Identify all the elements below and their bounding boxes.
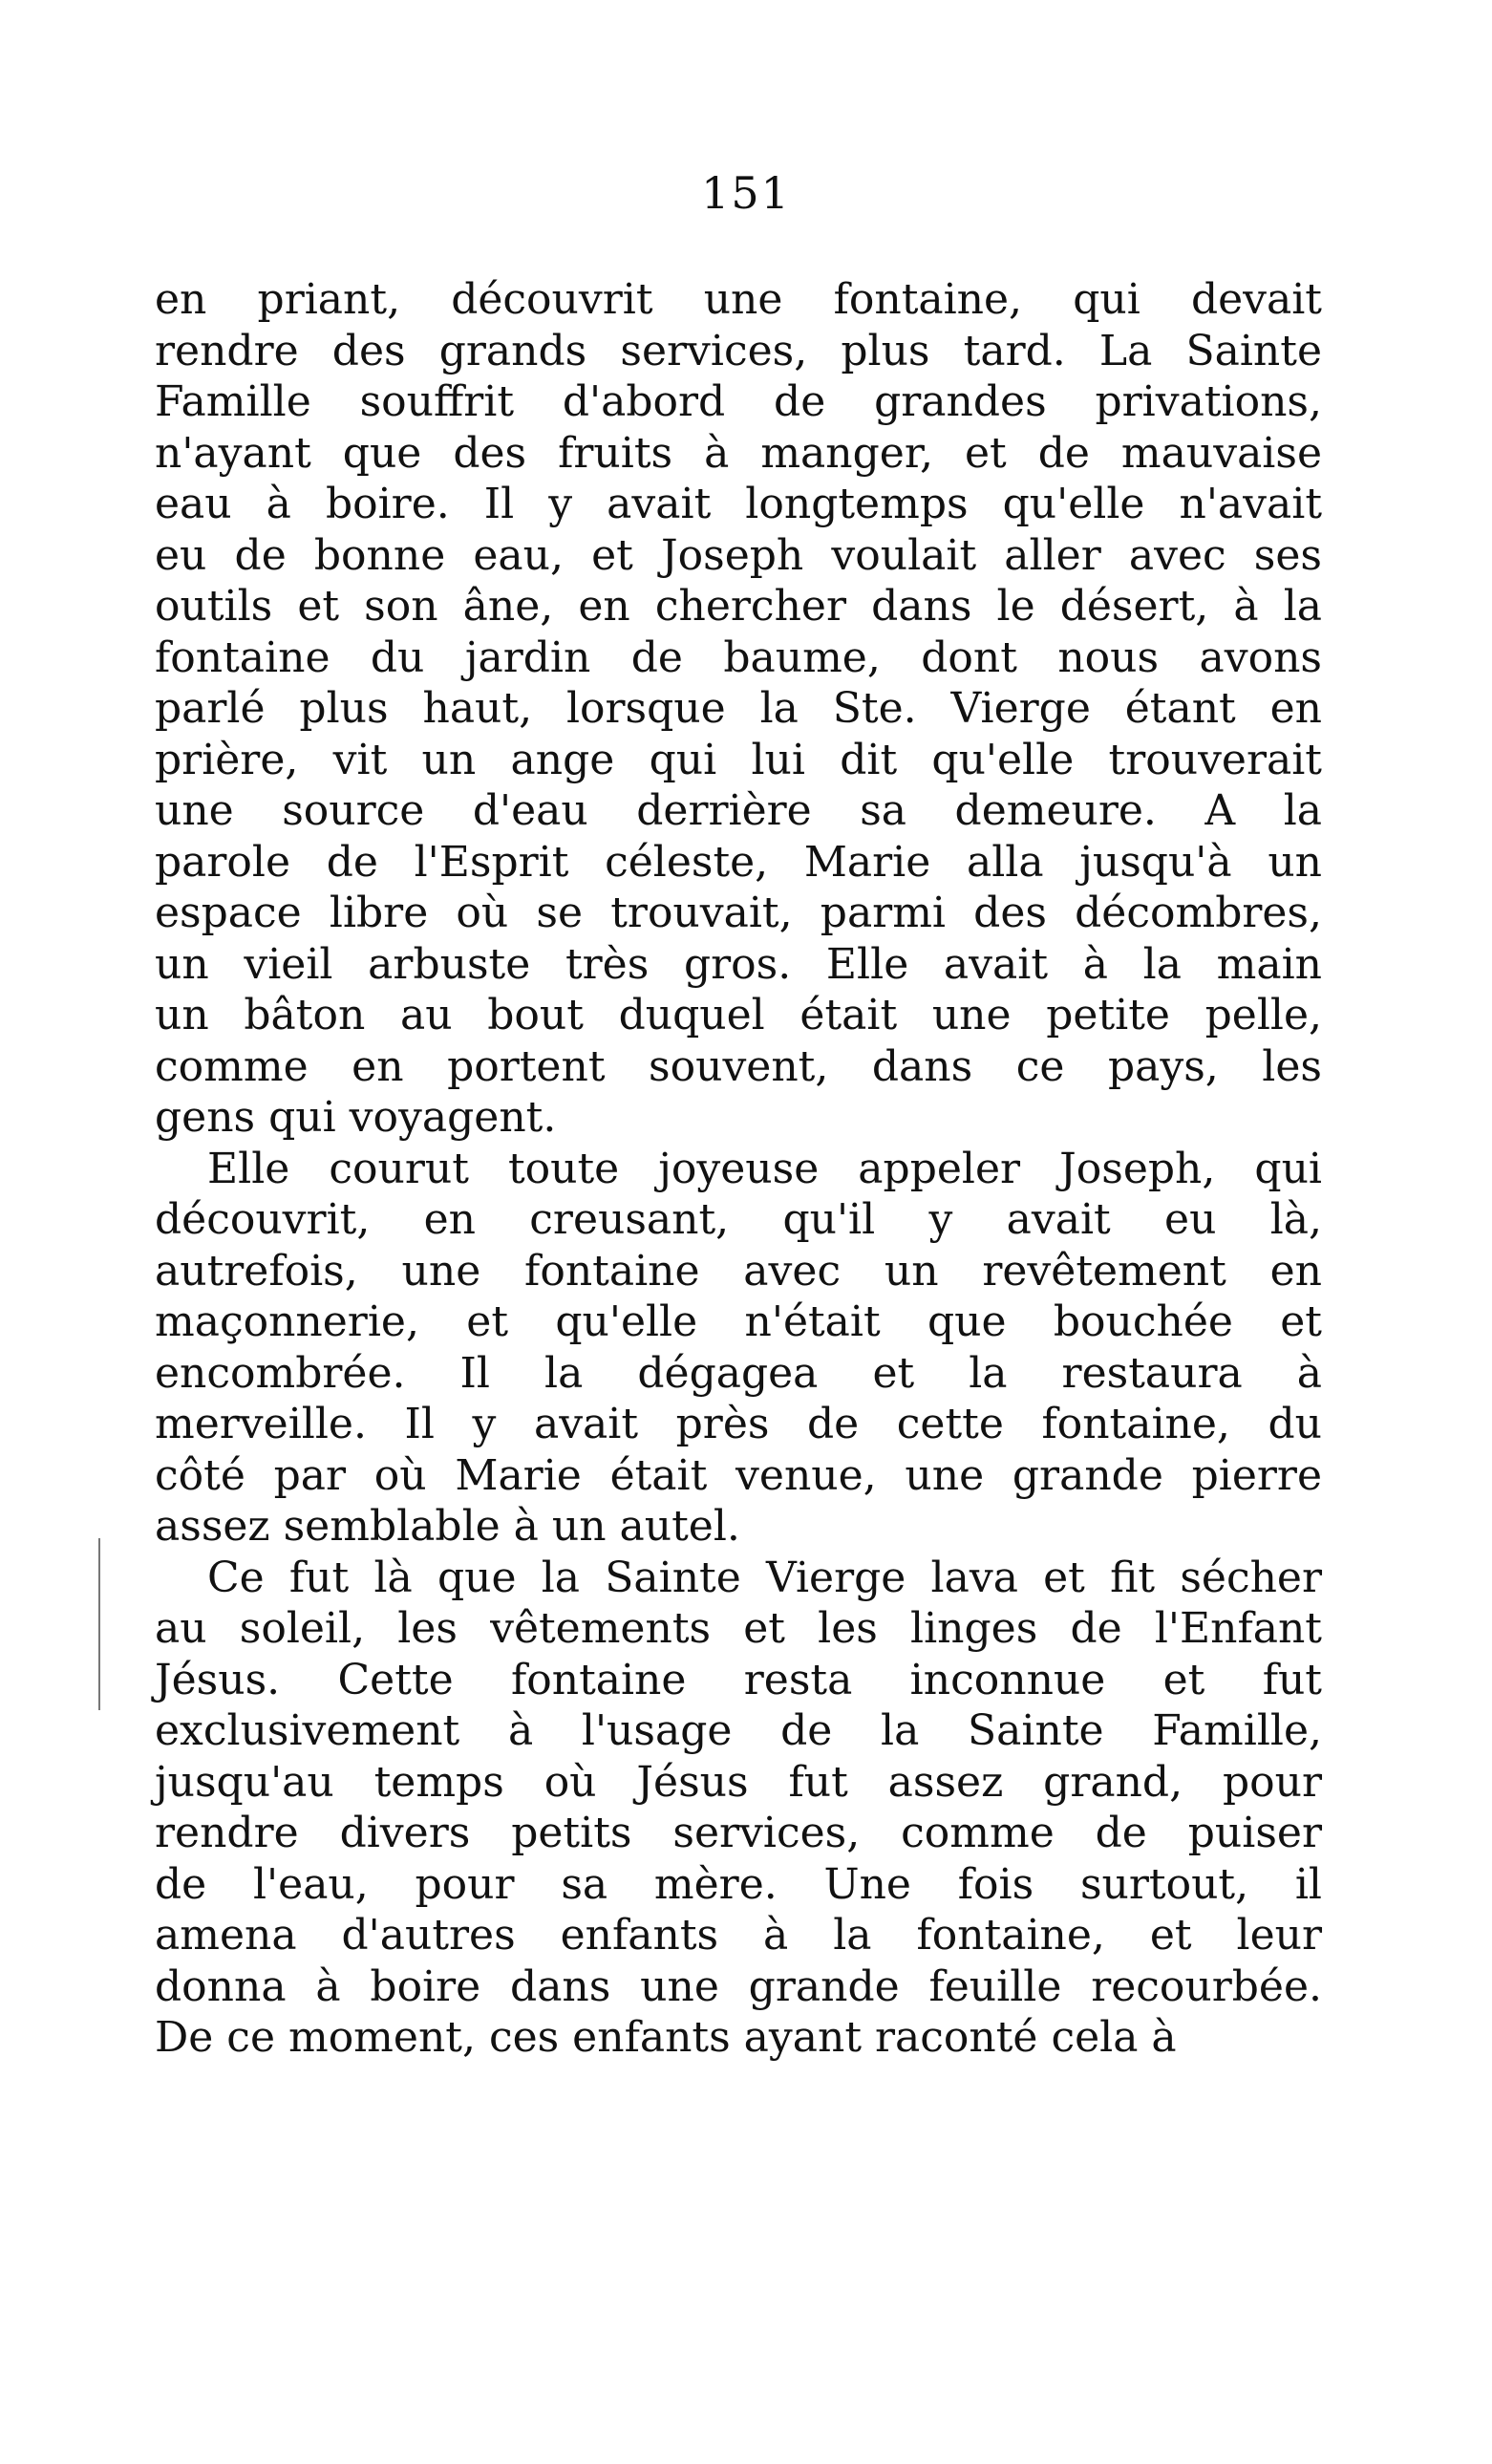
text-line: autrefois, une fontaine avec un revêtement en: [155, 1246, 1322, 1296]
text-line: jusqu'au temps où Jésus fut assez grand, pour: [155, 1757, 1322, 1807]
text-line: Elle courut toute joyeuse appeler Joseph, qui: [207, 1144, 1322, 1193]
paragraph: [155, 1144, 1322, 1553]
text-line: un vieil arbuste très gros. Elle avait à la main: [155, 939, 1322, 989]
text-line: prière, vit un ange qui lui dit qu'elle trouverait: [155, 735, 1322, 784]
text-line: Ce fut là que la Sainte Vierge lava et fit sécher: [207, 1553, 1322, 1602]
text-line: outils et son âne, en chercher dans le désert, à la: [155, 582, 1322, 631]
text-line: donna à boire dans une grande feuille recourbée.: [155, 1961, 1322, 2011]
text-line: amena d'autres enfants à la fontaine, et leur: [155, 1911, 1322, 1960]
text-line: encombrée. Il la dégagea et la restaura à: [155, 1348, 1322, 1398]
text-line: rendre des grands services, plus tard. La Sainte: [155, 326, 1322, 375]
text-line: eu de bonne eau, et Joseph voulait aller avec ses: [155, 530, 1322, 580]
text-line: Jésus. Cette fontaine resta inconnue et fut: [155, 1655, 1322, 1704]
text-line: un bâton au bout duquel était une petite pelle,: [155, 991, 1322, 1039]
text-line: comme en portent souvent, dans ce pays, les: [155, 1041, 1322, 1091]
page-number: 151: [701, 167, 791, 219]
text-line: de l'eau, pour sa mère. Une fois surtout, il: [155, 1859, 1322, 1909]
text-line: n'ayant que des fruits à manger, et de mauvaise: [155, 428, 1322, 478]
text-line: gens qui voyagent.: [155, 1093, 557, 1142]
text-line: merveille. Il y avait près de cette fontaine, du: [155, 1400, 1322, 1448]
text-line: assez semblable à un autel.: [155, 1502, 740, 1551]
text-line: en priant, découvrit une fontaine, qui devait: [155, 275, 1322, 324]
text-line: découvrit, en creusant, qu'il y avait eu là,: [155, 1195, 1322, 1244]
text-line: Famille souffrit d'abord de grandes privations,: [155, 377, 1322, 426]
body-text: [155, 274, 1322, 2064]
text-line: espace libre où se trouvait, parmi des décombres,: [155, 889, 1322, 937]
text-line: exclusivement à l'usage de la Sainte Famille,: [155, 1706, 1322, 1755]
margin-mark: [98, 1538, 100, 1710]
text-line: une source d'eau derrière sa demeure. A la: [155, 786, 1322, 835]
text-line: De ce moment, ces enfants ayant raconté cela à: [155, 2013, 1177, 2062]
text-line: rendre divers petits services, comme de puiser: [155, 1809, 1322, 1857]
text-line: eau à boire. Il y avait longtemps qu'elle n'avait: [155, 480, 1322, 528]
paragraph: [155, 1553, 1322, 2064]
text-line: côté par où Marie était venue, une grande pierre: [155, 1450, 1322, 1500]
text-line: parole de l'Esprit céleste, Marie alla jusqu'à un: [155, 837, 1322, 887]
text-line: au soleil, les vêtements et les linges de l'Enfant: [155, 1604, 1322, 1653]
text-line: parlé plus haut, lorsque la Ste. Vierge étant en: [155, 684, 1322, 733]
text-line: fontaine du jardin de baume, dont nous avons: [155, 632, 1322, 682]
paragraph: [155, 274, 1322, 1144]
text-line: maçonnerie, et qu'elle n'était que bouchée et: [155, 1297, 1322, 1346]
